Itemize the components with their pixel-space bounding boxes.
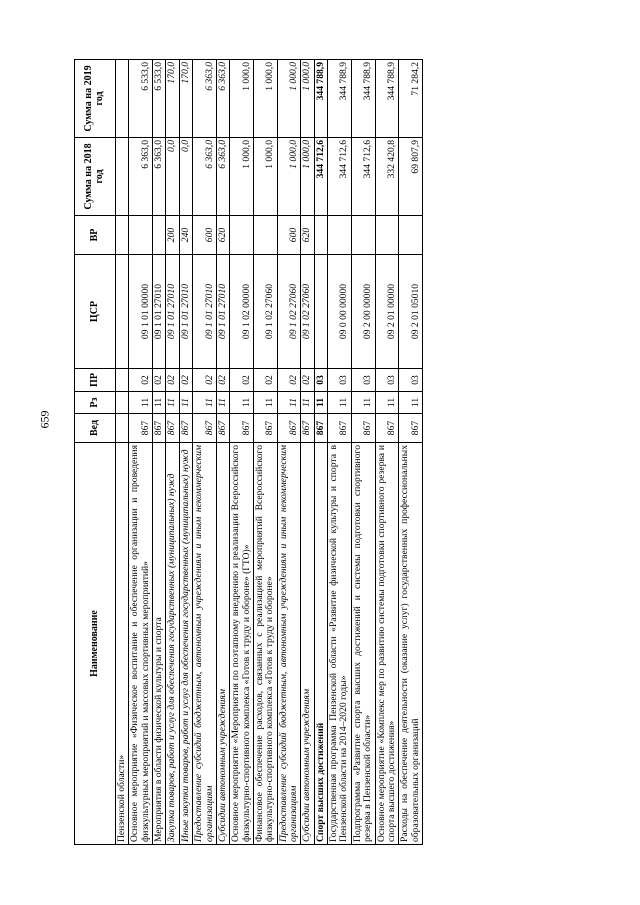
cell-sum-2019: 6 363,0: [216, 60, 229, 138]
cell-name: Предоставление субсидий бюджетным, автономным учреждениям и иным некоммерческим организациям: [193, 443, 217, 845]
cell-rz: 11: [375, 392, 399, 414]
cell-sum-2019: 344 788,9: [314, 60, 327, 138]
cell-name: Основное мероприятие «Комплекс мер по развитию системы подготовки спортивного резерва и спорта высшего достижения»: [375, 443, 399, 845]
budget-table: [74, 59, 423, 845]
header-rz: Рз: [75, 392, 116, 414]
cell-rz: 11: [179, 392, 192, 414]
cell-pr: 02: [253, 369, 277, 392]
cell-sum-2019: 1 000,0: [277, 60, 301, 138]
table-body: [116, 60, 423, 845]
cell-vr: 200: [166, 216, 179, 255]
cell-csr: 09 1 01 27010: [166, 255, 179, 369]
cell-pr: 02: [301, 369, 314, 392]
cell-pr: 02: [193, 369, 217, 392]
cell-ved: [116, 414, 129, 443]
cell-name: Подпрограмма «Развитие спорта высших достижений и системы подготовки спортивного резерва в Пензенской области»: [351, 443, 375, 845]
cell-ved: 867: [216, 414, 229, 443]
cell-csr: [116, 255, 129, 369]
cell-pr: 02: [230, 369, 254, 392]
cell-rz: 11: [216, 392, 229, 414]
cell-vr: [375, 216, 399, 255]
cell-name: Основное мероприятие «Физическое воспитание и обеспечение организации и проведения физкультурных мероприятий и массовых спортивных мероприятий»: [129, 443, 153, 845]
header-csr: ЦСР: [75, 255, 116, 369]
cell-sum-2019: 344 788,9: [328, 60, 352, 138]
cell-name: Мероприятия в области физической культуры и спорта: [153, 443, 166, 845]
cell-csr: 09 1 02 27060: [301, 255, 314, 369]
cell-name: Расходы на обеспечение деятельности (оказание услуг) государственных профессиональных образовательных организаций: [399, 443, 423, 845]
cell-ved: 867: [129, 414, 153, 443]
cell-csr: 09 1 02 27060: [277, 255, 301, 369]
cell-vr: 600: [193, 216, 217, 255]
table-row: [193, 60, 217, 845]
cell-pr: 03: [375, 369, 399, 392]
cell-name: Предоставление субсидий бюджетным, автономным учреждениям и иным некоммерческим организациям: [277, 443, 301, 845]
cell-name: Государственная программа Пензенской области «Развитие физической культуры и спорта в Пензенской области на 2014–2020 годы»: [328, 443, 352, 845]
cell-sum-2018: 6 363,0: [216, 138, 229, 216]
table-row: [153, 60, 166, 845]
table-row: [314, 60, 327, 845]
header-sum-2019: Сумма на 2019 год: [75, 60, 116, 138]
cell-ved: 867: [314, 414, 327, 443]
cell-rz: 11: [129, 392, 153, 414]
cell-ved: 867: [153, 414, 166, 443]
cell-pr: 03: [328, 369, 352, 392]
cell-vr: [230, 216, 254, 255]
cell-rz: 11: [314, 392, 327, 414]
cell-rz: 11: [277, 392, 301, 414]
cell-ved: 867: [166, 414, 179, 443]
cell-vr: [116, 216, 129, 255]
cell-sum-2018: 1 000,0: [230, 138, 254, 216]
cell-name: Финансовое обеспечение расходов, связанных с реализацией мероприятий Всероссийского физкультурно-спортивного комплекса «Готов к труду и обороне»: [253, 443, 277, 845]
cell-vr: [153, 216, 166, 255]
cell-sum-2018: [116, 138, 129, 216]
header-name: Наименование: [75, 443, 116, 845]
cell-vr: [129, 216, 153, 255]
cell-ved: 867: [301, 414, 314, 443]
table-row: [179, 60, 192, 845]
cell-rz: 11: [301, 392, 314, 414]
cell-sum-2019: 6 533,0: [129, 60, 153, 138]
cell-sum-2018: 344 712,6: [314, 138, 327, 216]
cell-rz: 11: [399, 392, 423, 414]
cell-sum-2019: 71 284,2: [399, 60, 423, 138]
table-header-row: [75, 60, 116, 845]
header-sum-2018: Сумма на 2018 год: [75, 138, 116, 216]
table-row: [216, 60, 229, 845]
cell-pr: [116, 369, 129, 392]
cell-vr: [314, 216, 327, 255]
cell-csr: 09 1 01 00000: [129, 255, 153, 369]
cell-sum-2018: 0,0: [179, 138, 192, 216]
table-row: [253, 60, 277, 845]
cell-vr: 240: [179, 216, 192, 255]
cell-vr: [351, 216, 375, 255]
cell-sum-2018: 344 712,6: [328, 138, 352, 216]
cell-sum-2018: 6 363,0: [153, 138, 166, 216]
cell-rz: 11: [253, 392, 277, 414]
cell-rz: 11: [230, 392, 254, 414]
cell-name: Иные закупки товаров, работ и услуг для обеспечения государственных (муниципальных) нужд: [179, 443, 192, 845]
cell-vr: [253, 216, 277, 255]
cell-sum-2018: 6 363,0: [129, 138, 153, 216]
cell-name: Спорт высших достижений: [314, 443, 327, 845]
cell-name: Пензенской области»: [116, 443, 129, 845]
cell-vr: 620: [216, 216, 229, 255]
cell-name: Субсидии автономным учреждениям: [301, 443, 314, 845]
table-row: [166, 60, 179, 845]
table-row: [129, 60, 153, 845]
cell-ved: 867: [375, 414, 399, 443]
table-row: [375, 60, 399, 845]
cell-vr: [328, 216, 352, 255]
cell-csr: [314, 255, 327, 369]
header-pr: ПР: [75, 369, 116, 392]
cell-sum-2018: 0,0: [166, 138, 179, 216]
cell-rz: 11: [193, 392, 217, 414]
cell-pr: 02: [129, 369, 153, 392]
cell-ved: 867: [193, 414, 217, 443]
cell-pr: 02: [153, 369, 166, 392]
table-row: [230, 60, 254, 845]
cell-rz: 11: [328, 392, 352, 414]
header-ved: Вед: [75, 414, 116, 443]
budget-table-container: [74, 60, 558, 845]
cell-csr: 09 1 02 00000: [230, 255, 254, 369]
cell-csr: 09 1 01 27010: [216, 255, 229, 369]
table-row: [399, 60, 423, 845]
cell-rz: 11: [351, 392, 375, 414]
header-vr: ВР: [75, 216, 116, 255]
cell-sum-2018: 6 363,0: [193, 138, 217, 216]
page-number: 659: [37, 410, 52, 429]
cell-csr: 09 2 00 00000: [351, 255, 375, 369]
cell-rz: 11: [153, 392, 166, 414]
cell-sum-2018: 332 420,8: [375, 138, 399, 216]
cell-sum-2018: 344 712,6: [351, 138, 375, 216]
cell-ved: 867: [351, 414, 375, 443]
cell-sum-2019: 344 788,9: [375, 60, 399, 138]
cell-ved: 867: [230, 414, 254, 443]
cell-sum-2019: 1 000,0: [230, 60, 254, 138]
cell-ved: 867: [328, 414, 352, 443]
cell-sum-2018: 1 000,0: [253, 138, 277, 216]
cell-sum-2019: 1 000,0: [253, 60, 277, 138]
cell-sum-2019: 6 363,0: [193, 60, 217, 138]
cell-name: Субсидии автономным учреждениям: [216, 443, 229, 845]
cell-ved: 867: [277, 414, 301, 443]
cell-sum-2019: [116, 60, 129, 138]
cell-vr: [399, 216, 423, 255]
cell-csr: 09 1 02 27060: [253, 255, 277, 369]
cell-ved: 867: [179, 414, 192, 443]
cell-pr: 03: [351, 369, 375, 392]
cell-sum-2018: 69 807,9: [399, 138, 423, 216]
cell-ved: 867: [253, 414, 277, 443]
cell-csr: 09 2 01 00000: [375, 255, 399, 369]
cell-sum-2019: 170,0: [166, 60, 179, 138]
cell-vr: 620: [301, 216, 314, 255]
cell-pr: 03: [399, 369, 423, 392]
cell-csr: 09 1 01 27010: [153, 255, 166, 369]
cell-sum-2019: 1 000,0: [301, 60, 314, 138]
cell-sum-2019: 170,0: [179, 60, 192, 138]
cell-sum-2018: 1 000,0: [277, 138, 301, 216]
table-row: [116, 60, 129, 845]
cell-pr: 02: [179, 369, 192, 392]
cell-csr: 09 1 01 27010: [179, 255, 192, 369]
cell-sum-2019: 344 788,9: [351, 60, 375, 138]
table-row: [301, 60, 314, 845]
cell-rz: [116, 392, 129, 414]
table-row: [328, 60, 352, 845]
cell-pr: 02: [277, 369, 301, 392]
cell-name: Основное мероприятие «Мероприятия по поэтапному внедрению и реализации Всероссийского физкультурно-спортивного комплекса «Готов к труду и обороне» (ГТО)»: [230, 443, 254, 845]
cell-sum-2019: 6 533,0: [153, 60, 166, 138]
cell-pr: 03: [314, 369, 327, 392]
table-row: [351, 60, 375, 845]
cell-name: Закупка товаров, работ и услуг для обеспечения государственных (муниципальных) нужд: [166, 443, 179, 845]
cell-pr: 02: [166, 369, 179, 392]
cell-rz: 11: [166, 392, 179, 414]
cell-csr: 09 2 01 05010: [399, 255, 423, 369]
cell-csr: 09 1 01 27010: [193, 255, 217, 369]
cell-pr: 02: [216, 369, 229, 392]
cell-sum-2018: 1 000,0: [301, 138, 314, 216]
table-row: [277, 60, 301, 845]
cell-vr: 600: [277, 216, 301, 255]
cell-csr: 09 0 00 00000: [328, 255, 352, 369]
cell-ved: 867: [399, 414, 423, 443]
